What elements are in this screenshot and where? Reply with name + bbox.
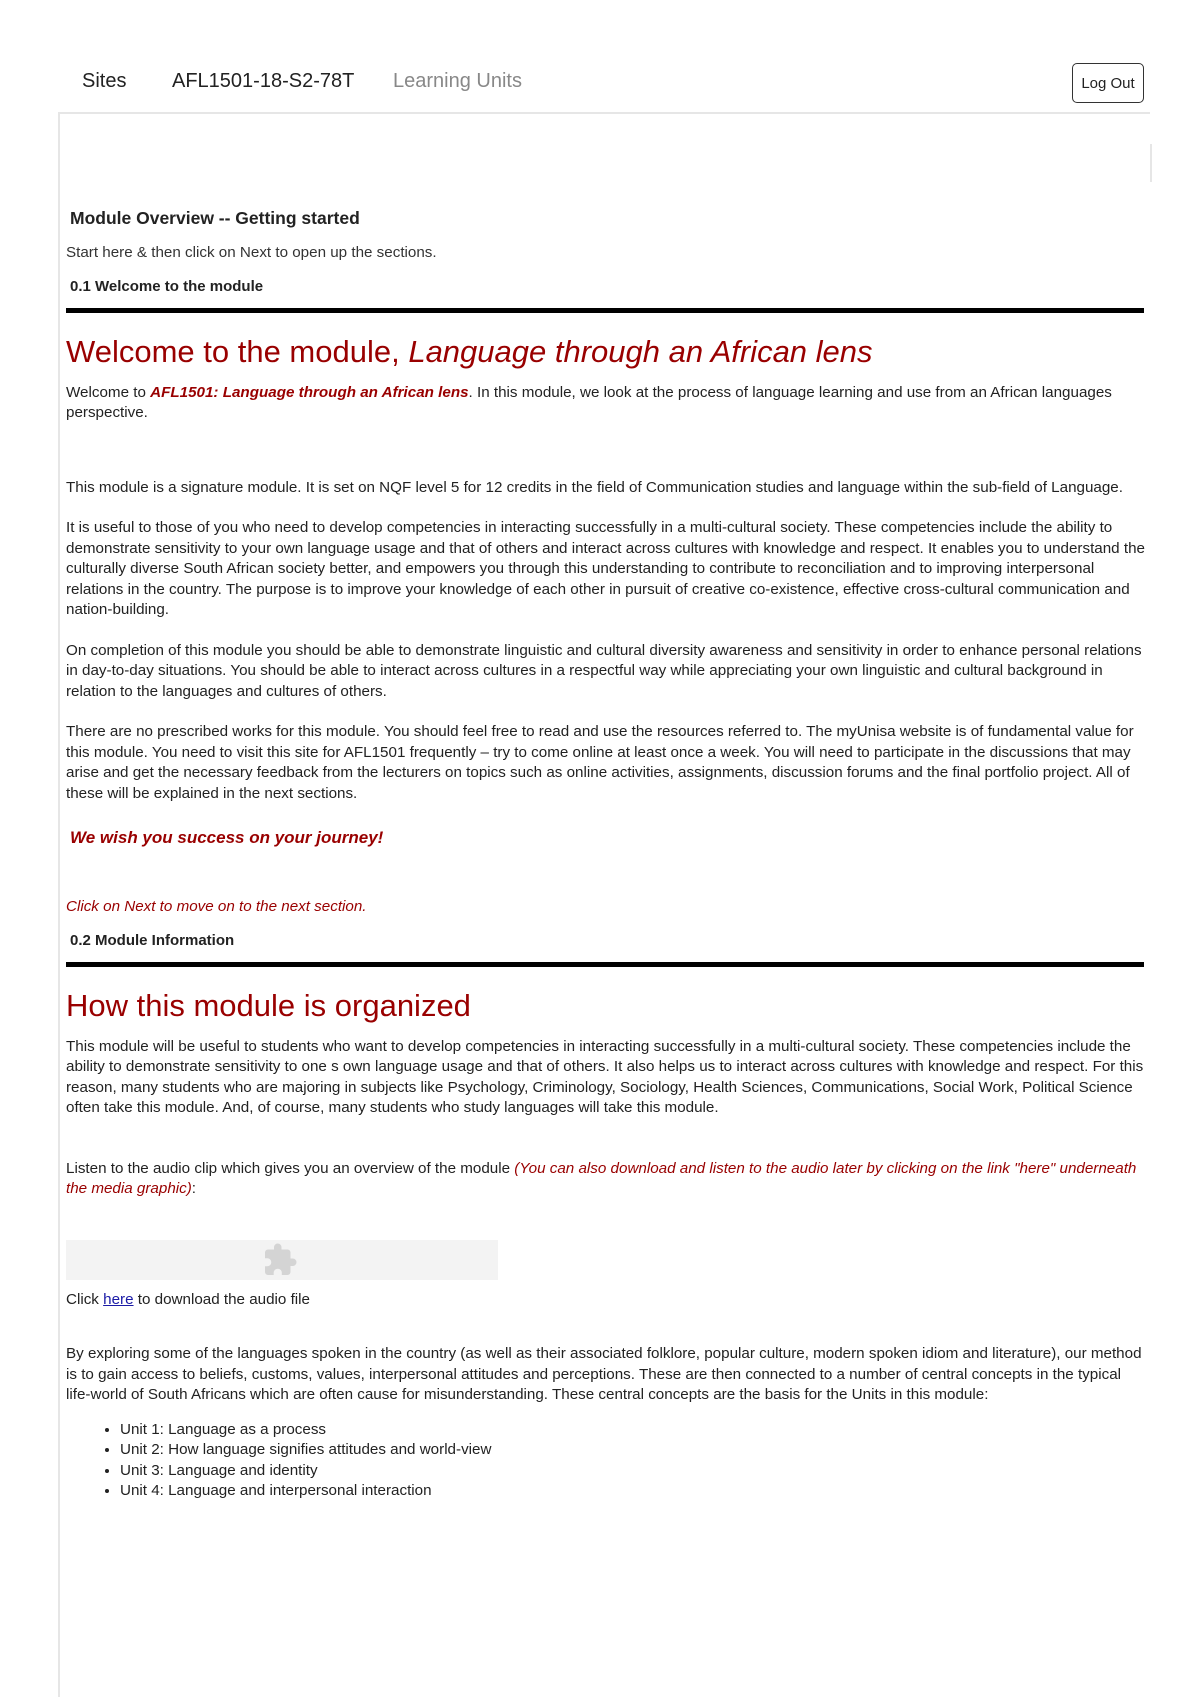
module-name: AFL1501: Language through an African lens [150,383,469,401]
list-item: • Unit 3: Language and identity [120,1461,1148,1482]
list-item: • Unit 2: How language signifies attitudes and world-view [120,1440,1148,1461]
click-prefix: Click [66,1290,104,1308]
section-heading-welcome: 0.1 Welcome to the module [70,278,264,295]
content-divider [1150,144,1152,182]
logout-button[interactable]: Log Out [1072,63,1144,103]
units-list [66,1420,1148,1502]
click-suffix: to download the audio file [133,1290,311,1308]
intro-suffix: . In this module, we look at the process of language learning and use from an African languages perspective. [66,383,1112,421]
listen-note: (You can also download and listen to the audio later by clicking on the link "here" underneath the media graphic) [66,1159,1137,1197]
lesson-body [66,208,1148,1502]
usefulness-paragraph: It is useful to those of you who need to develop competencies in interacting successfully in a multi-cultural society. These competencies include the ability to demonstrate sensitivity to your own language usage and that of others and interact across cultures with knowledge and respect. It enables you to understand the culturally diverse South African society better, and empowers you through this understanding to contribute to reconciliation and to improving interpersonal relations in the country. The purpose is to improve your knowledge of each other in pursuit of creative co-existence, effective cross-cultural communication and nation-building. [66,519,1145,618]
nav-site-title-link[interactable]: AFL1501-18-S2-78T [172,70,355,92]
intro-prefix: Welcome to [66,383,151,401]
welcome-title [66,333,1148,371]
outcomes-paragraph: On completion of this module you should be able to demonstrate linguistic and cultural diversity awareness and sensitivity in order to enhance personal relations in day-to-day situations. You should be able to interact across cultures in a respectful way while appreciating your own linguistic and cultural background in relation to the languages and cultures of others. [66,641,1142,700]
plugin-icon [262,1242,298,1278]
listen-prefix: Listen to the audio clip which gives you an overview of the module [66,1159,515,1177]
method-paragraph: By exploring some of the languages spoken in the country (as well as their associated folklore, popular culture, modern spoken idiom and literature), our method is to gain access to beliefs, customs, values, interpersonal attitudes and perceptions. These are then connected to a number of central concepts in the typical life-world of South Africans which are often cause for misunderstanding. These central concepts are the basis for the Units in this module: [66,1345,1142,1403]
welcome-title-italic: Language through an African lens [408,333,873,369]
section-heading-module-info: 0.2 Module Information [70,932,235,949]
welcome-title-text: Welcome to the module, [66,333,409,369]
signature-paragraph: This module is a signature module. It is set on NQF level 5 for 12 credits in the field of Communication studies and language within the sub-field of Language. [66,478,1123,496]
audience-paragraph: This module will be useful to students who want to develop competencies in interacting successfully in a multi-cultural society. These competencies include the ability to demonstrate sensitivity to one s own language usage and that of others. It also helps us to interact across cultures with knowledge and respect. For this reason, many students who are majoring in subjects like Psychology, Criminology, Sociology, Health Sciences, Communications, Social Work, Political Science often take this module. And, of course, many students who study languages will take this module. [66,1037,1144,1116]
page-title: Module Overview -- Getting started [70,208,360,228]
audio-download-link[interactable]: here [103,1290,134,1308]
nav-tool-title[interactable]: Learning Units [393,70,522,92]
welcome-intro [66,383,1148,424]
listen-paragraph [66,1159,1148,1200]
list-item: • Unit 4: Language and interpersonal interaction [120,1481,1148,1502]
listen-suffix: : [191,1180,197,1197]
success-message: We wish you success on your journey! [70,828,384,847]
section-divider [66,308,1144,313]
next-instruction: Click on Next to move on to the next section. [66,897,367,915]
list-item: • Unit 1: Language as a process [120,1420,1148,1441]
resources-paragraph: There are no prescribed works for this module. You should feel free to read and use the resources referred to. The myUnisa website is of fundamental value for this module. You need to visit this site for AFL1501 frequently – try to come online at least once a week. You will need to participate in the discussions that may arise and get the necessary feedback from the lecturers on topics such as online activities, assignments, discussion forums and the final portfolio project. All of these will be explained in the next sections. [66,723,1134,802]
content-area [58,112,1152,1697]
start-instruction: Start here & then click on Next to open up the sections. [66,243,437,261]
section-divider [66,962,1144,967]
download-paragraph [66,1290,1148,1311]
top-navigation [58,60,1150,114]
nav-sites-link[interactable]: Sites [82,70,127,92]
audio-player-placeholder[interactable] [66,1240,498,1280]
organization-title: How this module is organized [66,987,471,1023]
